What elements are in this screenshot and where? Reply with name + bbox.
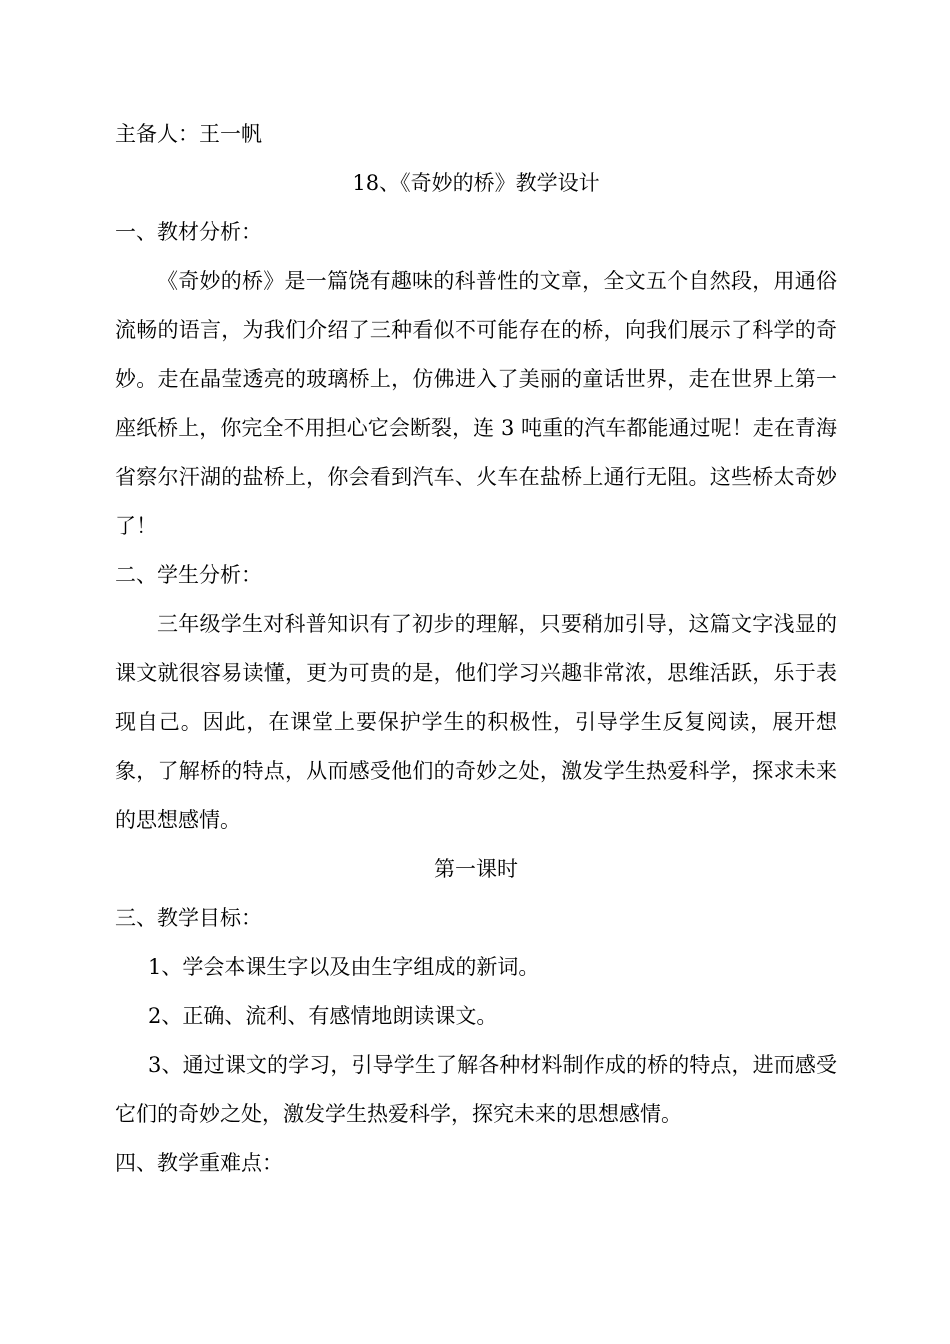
section-heading-student-analysis: 二、学生分析： (115, 563, 262, 587)
document-title: 18、《奇妙的桥》教学设计 (352, 171, 600, 195)
document-page (115, 110, 837, 1188)
paragraph-student-analysis: 三年级学生对科普知识有了初步的理解，只要稍加引导，这篇文字浅显的课文就很容易读懂，更为可贵的是，他们学习兴趣非常浓，思维活跃，乐于表现自己。因此，在课堂上要保护学生的积极性，引导学生反复阅读，展开想象，了解桥的特点，从而感受他们的奇妙之处，激发学生热爱科学，探求未来的思想感情。 (115, 612, 837, 832)
section-heading-teaching-goals: 三、教学目标： (115, 906, 262, 930)
goal-item-2: 2、正确、流利、有感情地朗读课文。 (148, 1004, 498, 1028)
paragraph-material-analysis: 《奇妙的桥》是一篇饶有趣味的科普性的文章，全文五个自然段，用通俗流畅的语言，为我们介绍了三种看似不可能存在的桥，向我们展示了科学的奇妙。走在晶莹透亮的玻璃桥上，仿佛进入了美丽的童话世界，走在世界上第一座纸桥上，你完全不用担心它会断裂，连 3 吨重的汽车都能通过呢！走在青海省察尔汗湖的盐桥上，你会看到汽车、火车在盐桥上通行无阻。这些桥太奇妙了！ (115, 269, 837, 538)
section-heading-material-analysis: 一、教材分析： (115, 220, 262, 244)
lesson-label: 第一课时 (434, 857, 518, 881)
section-heading-key-points: 四、教学重难点： (115, 1151, 283, 1175)
goal-item-1: 1、学会本课生字以及由生字组成的新词。 (148, 955, 540, 979)
preparer-line: 主备人：王一帆 (115, 122, 262, 146)
goal-item-3: 3、通过课文的学习，引导学生了解各种材料制作成的桥的特点，进而感受它们的奇妙之处，激发学生热爱科学，探究未来的思想感情。 (115, 1053, 837, 1126)
